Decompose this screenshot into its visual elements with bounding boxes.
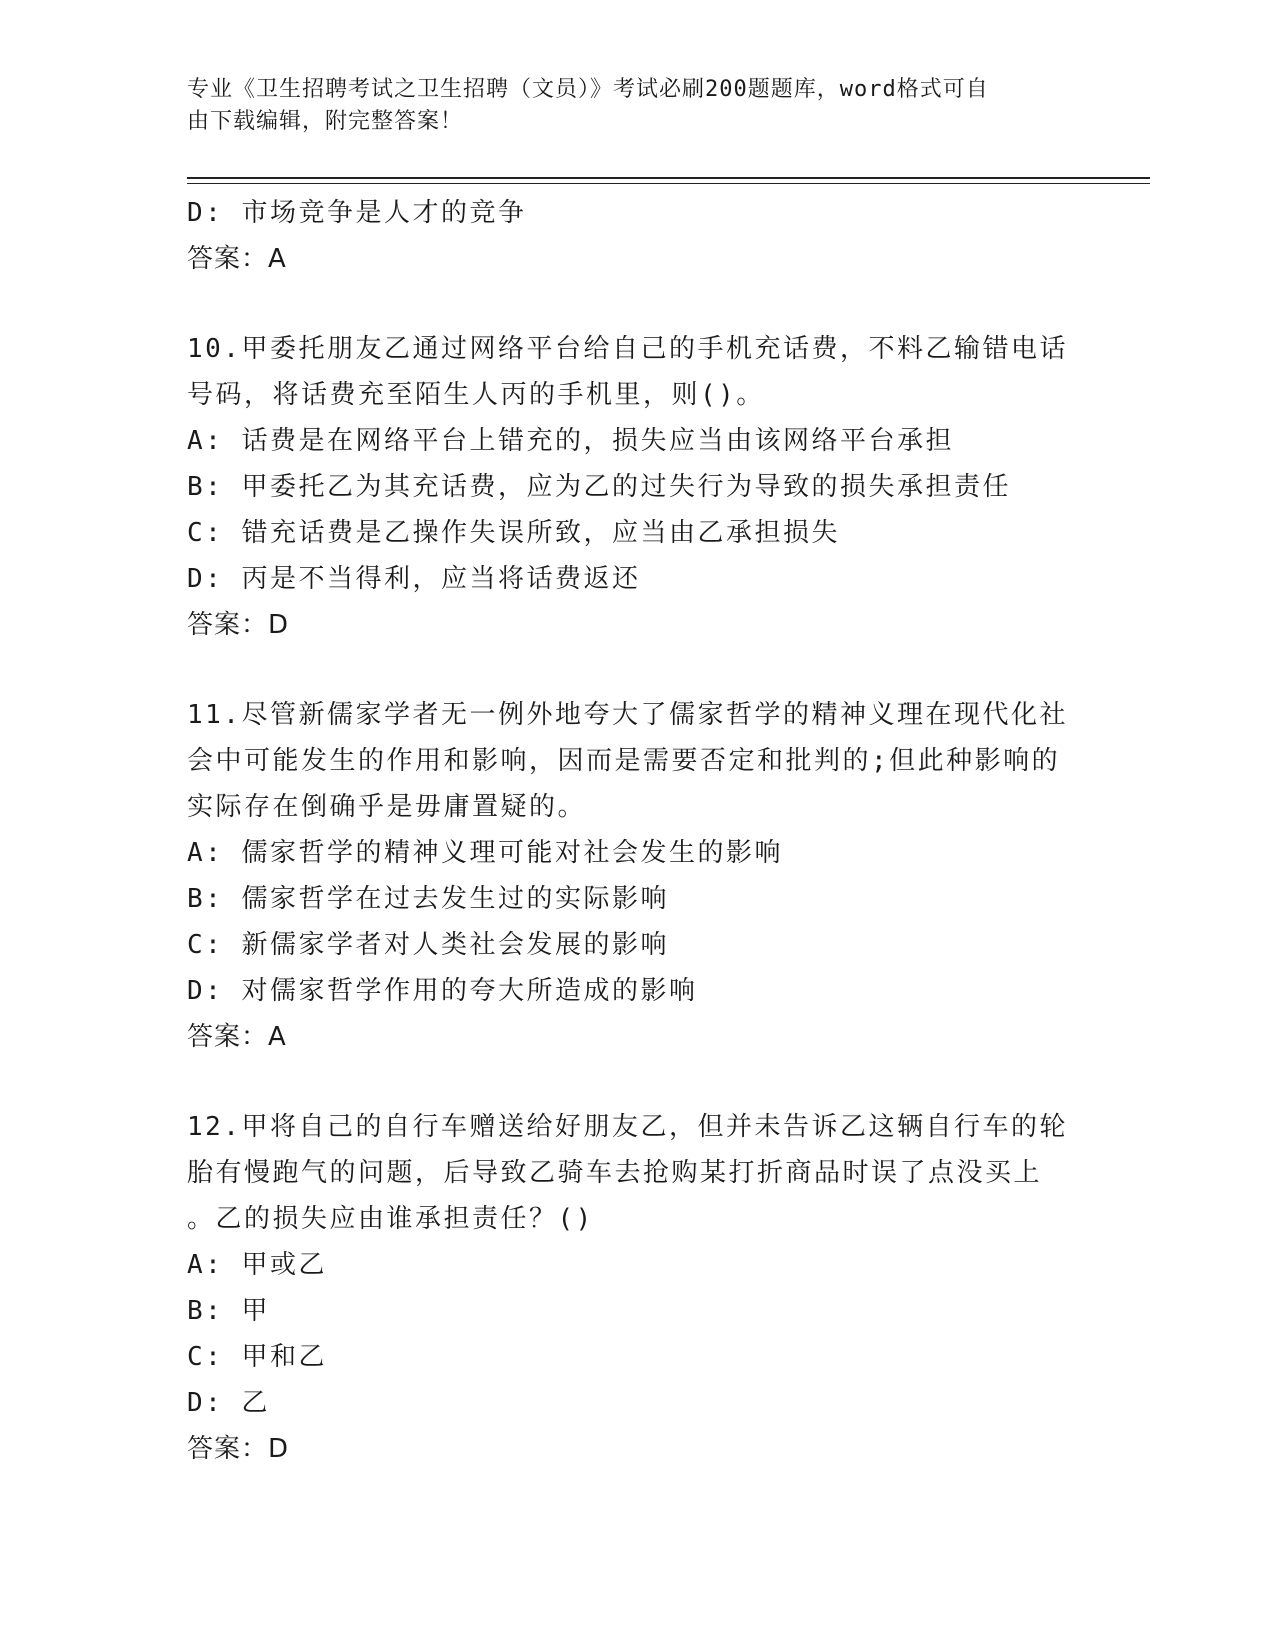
question-stem-line: 11.尽管新儒家学者无一例外地夸大了儒家哲学的精神义理在现代化社	[187, 700, 1068, 730]
question-12	[187, 1104, 1087, 1472]
option-b: B: 儒家哲学在过去发生过的实际影响	[187, 884, 669, 914]
question-stem-line: 10.甲委托朋友乙通过网络平台给自己的手机充话费，不料乙输错电话	[187, 334, 1068, 364]
question-stem-line: 会中可能发生的作用和影响，因而是需要否定和批判的;但此种影响的	[187, 746, 1061, 776]
question-10	[187, 326, 1087, 648]
option-b: B: 甲委托乙为其充话费，应为乙的过失行为导致的损失承担责任	[187, 472, 1011, 502]
option-c: C: 新儒家学者对人类社会发展的影响	[187, 930, 669, 960]
spacer	[187, 282, 1087, 326]
answer-line: 答案：D	[187, 610, 290, 640]
option-c: C: 甲和乙	[187, 1342, 327, 1372]
header-line-1: 专业《卫生招聘考试之卫生招聘（文员）》考试必刷200题题库，word格式可自	[187, 77, 989, 102]
question-stem-line: 实际存在倒确乎是毋庸置疑的。	[187, 792, 587, 822]
header-line-2: 由下载编辑，附完整答案！	[187, 109, 464, 134]
header-divider-thick	[187, 177, 1150, 179]
option-a: A: 话费是在网络平台上错充的，损失应当由该网络平台承担	[187, 426, 954, 456]
spacer	[187, 1060, 1087, 1104]
question-11	[187, 692, 1087, 1060]
option-c: C: 错充话费是乙操作失误所致，应当由乙承担损失	[187, 518, 840, 548]
question-stem-line: 。乙的损失应由谁承担责任？()	[187, 1204, 594, 1234]
question-content	[187, 190, 1087, 1472]
question-stem-line: 号码，将话费充至陌生人丙的手机里，则()。	[187, 380, 765, 410]
option-a: A: 儒家哲学的精神义理可能对社会发生的影响	[187, 838, 783, 868]
option-d: D: 对儒家哲学作用的夸大所造成的影响	[187, 976, 698, 1006]
header-divider-thin	[187, 183, 1150, 184]
option-d: D: 乙	[187, 1388, 270, 1418]
answer-line: 答案：A	[187, 1022, 287, 1052]
answer-line: 答案：D	[187, 1434, 290, 1464]
document-header	[187, 74, 1067, 138]
spacer	[187, 648, 1087, 692]
option-b: B: 甲	[187, 1296, 270, 1326]
option-d: D: 丙是不当得利，应当将话费返还	[187, 564, 641, 594]
option-a: A: 甲或乙	[187, 1250, 327, 1280]
answer-line: 答案：A	[187, 244, 287, 274]
question-stem-line: 胎有慢跑气的问题，后导致乙骑车去抢购某打折商品时误了点没买上	[187, 1158, 1043, 1188]
option-d: D: 市场竞争是人才的竞争	[187, 198, 527, 228]
question-stem-line: 12.甲将自己的自行车赠送给好朋友乙，但并未告诉乙这辆自行车的轮	[187, 1112, 1068, 1142]
